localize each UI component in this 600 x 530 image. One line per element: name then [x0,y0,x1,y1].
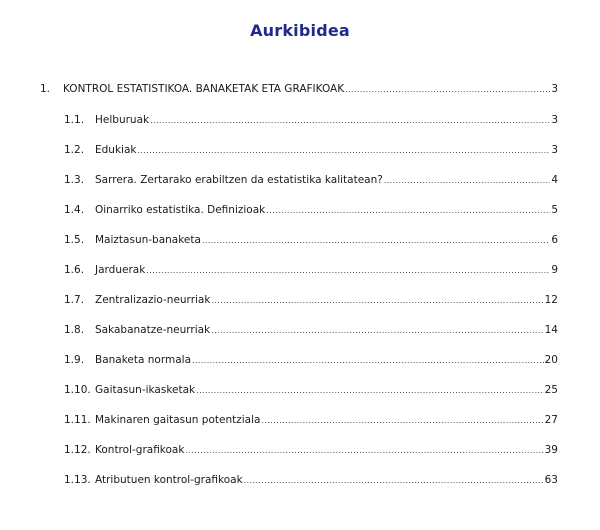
toc-label: Atributuen kontrol-grafikoak [95,474,243,486]
toc-page: 20 [544,354,558,366]
toc-entry[interactable] [64,384,558,397]
toc-leader [192,355,544,367]
toc-label: Maiztasun-banaketa [95,234,201,246]
toc-label: Edukiak [95,144,137,156]
toc-leader [261,415,543,427]
toc-leader [266,205,550,217]
toc-entry[interactable] [64,114,558,127]
toc-page: 12 [544,294,558,306]
toc-label: Makinaren gaitasun potentziala [95,414,261,426]
toc-leader [211,325,543,337]
toc-entry[interactable] [64,444,558,457]
toc-page: 39 [544,444,558,456]
toc-number: 1.13. [64,474,91,486]
toc-page: 14 [544,324,558,336]
toc-label: Kontrol-grafikoak [95,444,185,456]
toc-page: 6 [551,234,558,246]
toc-number: 1. [40,83,51,95]
toc-number: 1.2. [64,144,85,156]
toc-entry[interactable] [64,264,558,277]
toc-page: 25 [544,384,558,396]
toc-number: 1.11. [64,414,91,426]
toc-entry[interactable] [64,354,558,367]
toc-page: 3 [551,144,558,156]
toc-entry[interactable] [64,294,558,307]
page-title: Aurkibidea [250,21,350,40]
toc-label: Oinarriko estatistika. Definizioak [95,204,266,216]
toc-leader [150,115,550,127]
toc-label: Zentralizazio-neurriak [95,294,211,306]
toc-leader [202,235,550,247]
toc-number: 1.9. [64,354,85,366]
toc-label: Helburuak [95,114,150,126]
toc-page: 9 [551,264,558,276]
toc-leader [137,145,550,157]
toc-page: 27 [544,414,558,426]
toc-label: Gaitasun-ikasketak [95,384,196,396]
toc-number: 1.4. [64,204,85,216]
toc-number: 1.8. [64,324,85,336]
toc-page: 3 [551,83,558,95]
toc-number: 1.12. [64,444,91,456]
toc-label: Jarduerak [95,264,146,276]
toc-entry[interactable] [64,144,558,157]
toc-leader [345,84,550,96]
toc-leader [244,475,544,487]
toc-leader [196,385,544,397]
toc-entry[interactable] [64,324,558,337]
toc-label: KONTROL ESTATISTIKOA. BANAKETAK ETA GRAFIKOAK [63,83,345,95]
toc-entry[interactable] [64,414,558,427]
toc-entry[interactable] [64,234,558,247]
toc-leader [211,295,543,307]
toc-number: 1.1. [64,114,85,126]
toc-leader [185,445,543,457]
toc-entry[interactable] [64,474,558,487]
toc-number: 1.3. [64,174,85,186]
toc-page: 5 [551,204,558,216]
toc-number: 1.5. [64,234,85,246]
toc-number: 1.10. [64,384,91,396]
toc-label: Sarrera. Zertarako erabiltzen da estatistika kalitatean? [95,174,383,186]
toc-leader [384,175,550,187]
toc-label: Banaketa normala [95,354,192,366]
toc-number: 1.6. [64,264,85,276]
toc-entry[interactable] [64,174,558,187]
toc-entry[interactable] [64,204,558,217]
toc-label: Sakabanatze-neurriak [95,324,211,336]
toc-page: 63 [544,474,558,486]
toc-entry[interactable] [40,83,558,96]
toc-page: 3 [551,114,558,126]
toc-page: 4 [551,174,558,186]
toc-leader [146,265,550,277]
toc-number: 1.7. [64,294,85,306]
